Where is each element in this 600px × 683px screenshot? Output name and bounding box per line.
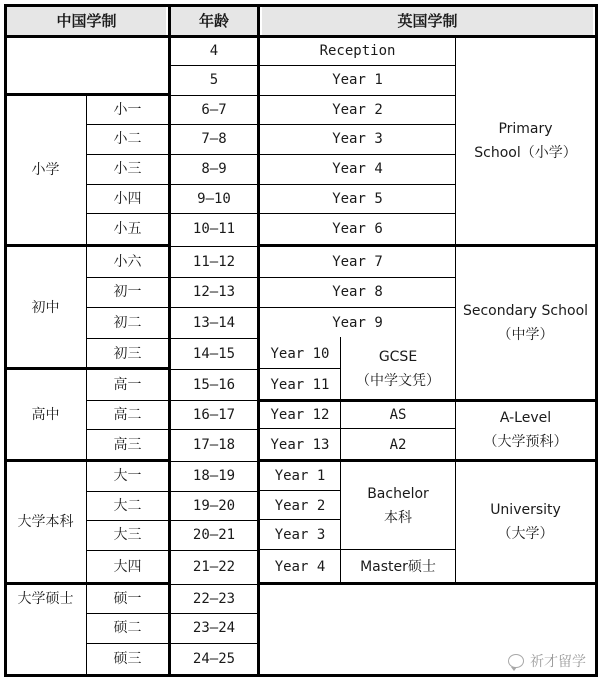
age-cell: 10—11 — [192, 221, 236, 237]
china-grade-cell: 大一 — [113, 468, 142, 484]
china-grade-cell: 硕一 — [113, 590, 142, 607]
uk-stage-university-line: （大学） — [497, 526, 554, 542]
uk-year-cell: Year 13 — [270, 436, 330, 453]
china-grade-cell: 小四 — [113, 190, 142, 207]
age-cell: 22—23 — [192, 590, 236, 607]
uk-stage-alevel-line: （大学预科） — [483, 434, 568, 450]
uk-year-cell: Year 1 — [274, 468, 326, 484]
age-cell: 13—14 — [192, 314, 236, 331]
uk-year-cell: Year 12 — [270, 406, 330, 423]
china-grade-cell: 初二 — [113, 314, 142, 331]
uk-year-cell: Year 4 — [332, 161, 383, 177]
as-cell: AS — [389, 406, 407, 423]
uk-stage-university — [456, 462, 595, 582]
stage-label-undergrad: 大学本科 — [17, 514, 74, 530]
bachelor-cell — [341, 462, 455, 549]
age-cell: 7—8 — [201, 131, 227, 147]
master-cell: Master硕士 — [360, 558, 436, 575]
stage-label-senior: 高中 — [31, 406, 60, 423]
uk-year-cell: Reception — [319, 43, 396, 59]
uk-stage-secondary-line: Secondary School — [462, 303, 589, 319]
uk-year-cell: Year 3 — [332, 131, 383, 147]
age-cell: 9—10 — [197, 190, 231, 207]
watermark-text: 祈才留学 — [530, 654, 586, 670]
uk-stage-primary — [456, 38, 595, 244]
uk-stage-secondary — [456, 247, 595, 399]
uk-year-cell: Year 10 — [270, 345, 330, 362]
header-uk: 英国学制 — [397, 12, 458, 30]
uk-year-cell: Year 4 — [274, 558, 326, 575]
gcse-cell-line: GCSE — [378, 349, 418, 365]
china-grade-cell: 硕三 — [113, 651, 142, 667]
uk-year-cell: Year 3 — [274, 527, 326, 543]
china-grade-cell: 大三 — [113, 527, 142, 543]
china-grade-cell: 小五 — [113, 221, 142, 237]
uk-stage-primary-line: Primary — [498, 121, 553, 137]
header-age: 年龄 — [198, 12, 229, 30]
age-cell: 15—16 — [192, 376, 236, 393]
uk-stage-primary-line: School（小学） — [474, 145, 577, 161]
china-grade-cell: 小三 — [113, 161, 142, 177]
grid-line-h — [260, 368, 340, 369]
stage-label-primary: 小学 — [31, 162, 60, 178]
grid-line-h — [260, 582, 595, 585]
bachelor-cell-line: Bachelor — [367, 485, 429, 502]
grid-line-h — [260, 490, 340, 491]
china-grade-cell: 初三 — [113, 345, 142, 362]
china-grade-cell: 小二 — [113, 131, 142, 147]
bachelor-cell-line: 本科 — [384, 509, 412, 526]
age-cell: 6—7 — [201, 101, 227, 118]
uk-stage-secondary-line: （中学） — [497, 327, 554, 343]
uk-year-cell: Year 7 — [332, 253, 383, 270]
age-cell: 8—9 — [201, 161, 227, 177]
uk-stage-university-line: University — [490, 502, 561, 518]
uk-year-cell: Year 11 — [270, 376, 330, 393]
uk-year-cell: Year 5 — [332, 190, 383, 207]
grid-line-h — [260, 549, 340, 550]
age-cell: 14—15 — [192, 345, 236, 362]
uk-stage-alevel — [456, 401, 595, 459]
uk-year-cell: Year 2 — [274, 497, 326, 514]
grid-line-h — [5, 674, 598, 677]
wechat-icon — [508, 654, 524, 668]
grid-line-v — [595, 4, 598, 677]
uk-year-cell: Year 6 — [332, 221, 383, 237]
stage-label-masters: 大学硕士 — [17, 590, 74, 607]
age-cell: 20—21 — [192, 527, 236, 543]
grid-line-h — [340, 549, 455, 550]
watermark — [508, 651, 586, 671]
china-grade-cell: 硕二 — [113, 620, 142, 636]
age-cell: 21—22 — [192, 558, 236, 575]
stage-label-junior: 初中 — [31, 299, 60, 316]
age-cell: 24—25 — [192, 651, 236, 667]
china-grade-cell: 高三 — [113, 436, 142, 453]
gcse-cell-line: （中学文凭） — [356, 373, 440, 389]
china-grade-cell: 小六 — [113, 253, 142, 270]
age-cell: 11—12 — [192, 253, 236, 270]
a2-cell: A2 — [389, 436, 407, 453]
age-cell: 12—13 — [192, 284, 236, 300]
uk-year-cell: Year 2 — [332, 101, 383, 118]
gcse-cell — [341, 339, 455, 399]
uk-year-cell: Year 8 — [332, 284, 383, 300]
uk-year-cell: Year 9 — [332, 314, 383, 331]
age-cell: 17—18 — [192, 436, 236, 453]
uk-stage-alevel-line: A-Level — [499, 410, 552, 426]
grid-line-h — [260, 519, 340, 520]
china-grade-cell: 大二 — [113, 497, 142, 514]
age-cell: 4 — [209, 43, 219, 59]
china-grade-cell: 高二 — [113, 406, 142, 423]
age-cell: 23—24 — [192, 620, 236, 636]
grid-line-h — [260, 428, 455, 429]
china-grade-cell: 小一 — [113, 101, 142, 118]
header-china: 中国学制 — [56, 12, 117, 30]
china-grade-cell: 初一 — [113, 284, 142, 300]
age-cell: 19—20 — [192, 497, 236, 514]
age-cell: 18—19 — [192, 468, 236, 484]
age-cell: 5 — [209, 72, 219, 88]
china-grade-cell: 大四 — [113, 558, 142, 575]
age-cell: 16—17 — [192, 406, 236, 423]
uk-year-cell: Year 1 — [332, 72, 383, 88]
china-grade-cell: 高一 — [113, 376, 142, 393]
